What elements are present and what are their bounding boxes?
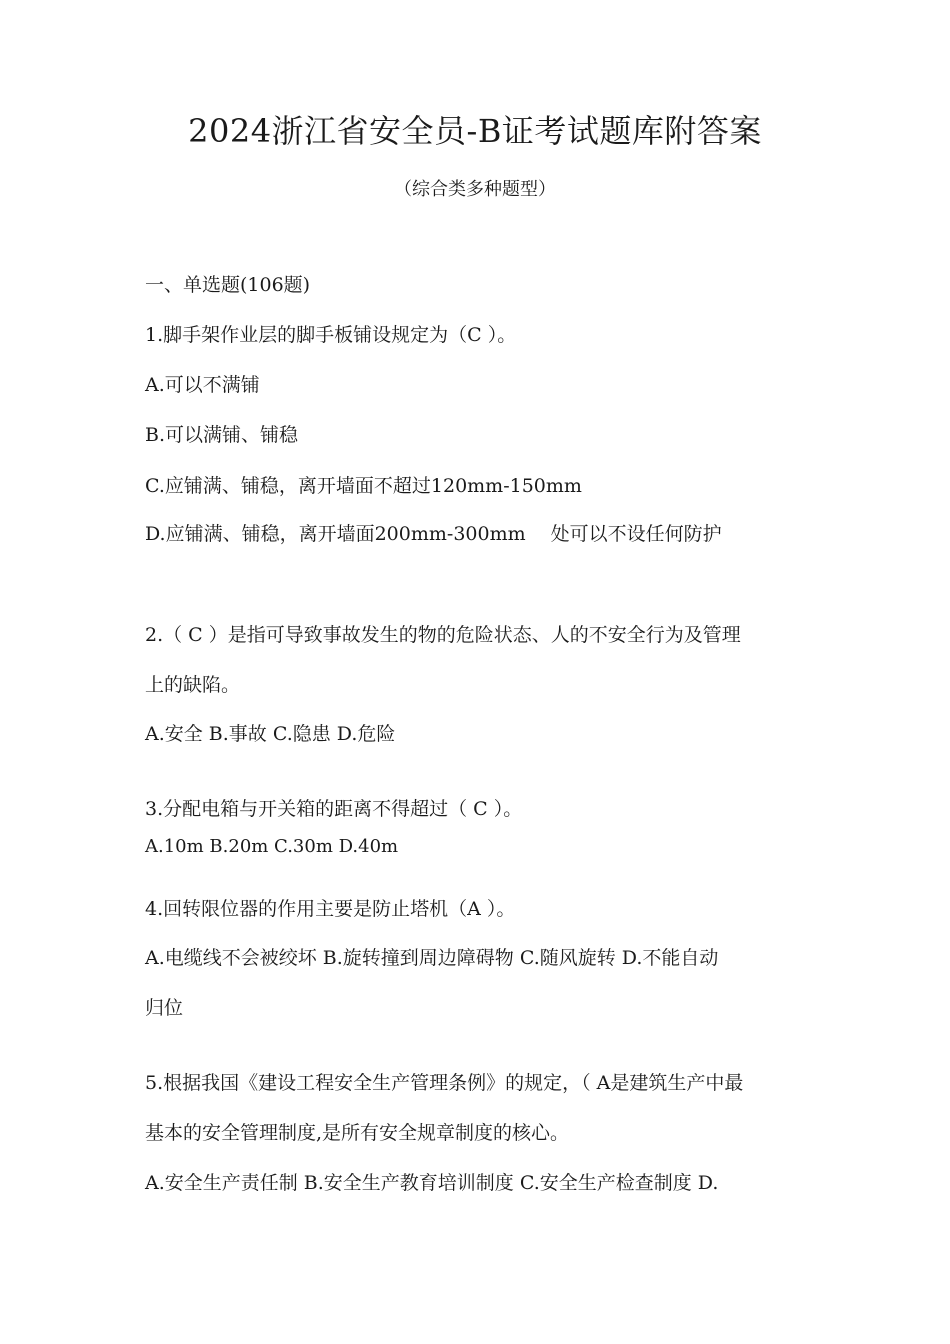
question-5-stem-line-1: 5.根据我国《建设工程安全生产管理条例》的规定，（ A是建筑生产中最 (145, 1072, 744, 1094)
section-heading: 一、单选题(106题) (145, 274, 311, 296)
question-2-options: A.安全 B.事故 C.隐患 D.危险 (145, 723, 396, 745)
question-4-stem: 4.回转限位器的作用主要是防止塔机（A ）。 (145, 898, 516, 920)
question-1-option-d: D.应铺满、铺稳，离开墙面200mm-300mm 处可以不设任何防护 (145, 523, 722, 545)
document-subtitle: （综合类多种题型） (394, 179, 556, 200)
question-3-options: A.10m B.20m C.30m D.40m (145, 836, 399, 857)
question-4-options-line-1: A.电缆线不会被绞坏 B.旋转撞到周边障碍物 C.随风旋转 D.不能自动 (145, 947, 719, 969)
question-1-option-a: A.可以不满铺 (145, 374, 260, 396)
question-1-option-c: C.应铺满、铺稳，离开墙面不超过120mm-150mm (145, 475, 582, 497)
question-1-stem: 1.脚手架作业层的脚手板铺设规定为（C ）。 (145, 324, 517, 346)
question-4-options-line-2: 归位 (145, 997, 184, 1019)
question-2-stem-line-2: 上的缺陷。 (145, 674, 241, 696)
question-5-stem-line-2: 基本的安全管理制度,是所有安全规章制度的核心。 (145, 1122, 570, 1144)
question-3-stem: 3.分配电箱与开关箱的距离不得超过（ C ）。 (145, 798, 523, 820)
question-2-stem-line-1: 2.（ C ）是指可导致事故发生的物的危险状态、人的不安全行为及管理 (145, 624, 741, 646)
question-5-options: A.安全生产责任制 B.安全生产教育培训制度 C.安全生产检查制度 D. (145, 1172, 719, 1194)
question-1-option-b: B.可以满铺、铺稳 (145, 424, 299, 446)
document-title: 2024浙江省安全员-B证考试题库附答案 (188, 112, 762, 150)
